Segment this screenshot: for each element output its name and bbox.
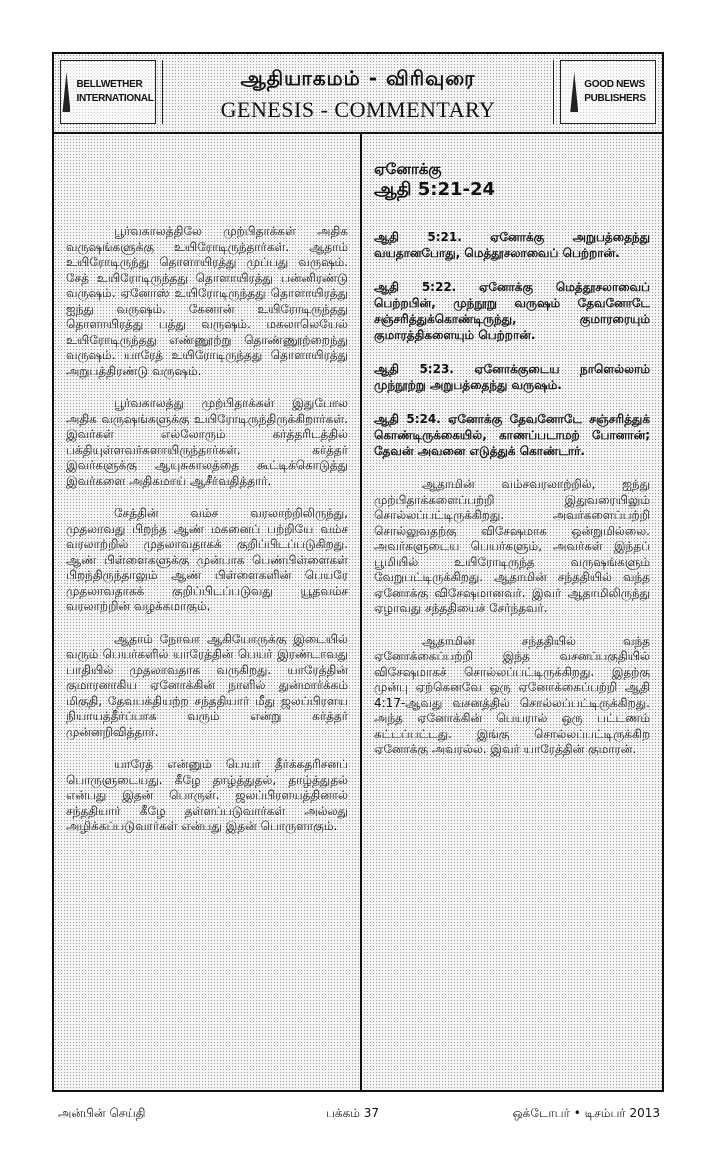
- right-paragraph: ஆதாமின் சந்ததியில் வந்த ஏனோக்கைப்பற்றி இந்த வசனப்பகுதியில் விசேஷமாகச் சொல்லப்பட்டிருக்கிறது. இதற்கு முன்பு ஏற்கெனவே ஒரு ஏனோக்கைப்பற்றி ஆதி 4:17-ஆவது வசனத்தில் சொல்லப்பட்டிருக்கிறது. அந்த ஏனோக்கின் பெயரால் ஒரு பட்டணம் கட்டப்பட்டது. இங்கு சொல்லப்பட்டிருக்கிற ஏனோக்கு அவரல்ல. இவர் யாரேத்தின் குமாரன்.: [374, 633, 650, 756]
- verse-text: ஆதி 5:21. ஏனோக்கு அறுபத்தைந்து வயதானபோது, மெத்தூசலாவைப் பெற்றான்.: [374, 230, 650, 260]
- bellwether-logo-icon: [62, 72, 70, 112]
- footer-issue-date: ஒக்டோபர் • டிசம்பர் 2013: [512, 1106, 660, 1120]
- left-paragraph: பூர்வகாலத்திலே முற்பிதாக்கள் அதிக வருஷங்களுக்கு உயிரோடிருந்தார்கள். ஆதாம் உயிரோடிருந்து தொளாயிரத்து முப்பது வருஷம். சேத் உயிரோடிருந்தது தொளாயிரத்து பன்னிரண்டு வருஷம். ஏனோஸ் உயிரோடிருந்தது தொளாயிரத்து ஐந்து வருஷம். கேனான் உயிரோடிருந்தது தொளாயிரத்து பத்து வருஷம். மகலாலெயேல் உயிரோடிருந்தது எண்ணூற்று தொண்ணூற்றைந்து வருஷம். யாரேத் உயிரோடிருந்தது தொளாயிரத்து அறுபத்திரண்டு வருஷம்.: [66, 224, 348, 378]
- header: [54, 54, 662, 134]
- page-frame: [52, 52, 664, 1092]
- left-paragraph: பூர்வகாலத்து முற்பிதாக்கள் இதுபோல அதிக வருஷங்களுக்கு உயிரோடிருந்திருக்கிறார்கள். இவர்கள் எல்லோரும் கர்த்தரிடத்தில் பக்தியுள்ளவர்களாயிருந்தார்கள். கர்த்தர் இவர்களுக்கு ஆயுசுகாலத்தை கூட்டிக்கொடுத்து இவர்களை அதிகமாய் ஆசீர்வதித்தார்.: [66, 396, 348, 488]
- right-paragraph: ஆதாமின் வம்சவரலாற்றில், ஐந்து முற்பிதாக்களைப்பற்றி இதுவரையிலும் சொல்லப்பட்டிருக்கிறது. அவர்களைப்பற்றி சொல்லுவதற்கு விசேஷமாக ஒன்றுமில்லை. அவர்களுடைய பெயர்களும், அவர்கள் இந்தப் பூமியில் உயிரோடிருந்த வருஷங்களும் வேறுபட்டிருக்கிறது. ஆதாமின் சந்ததியில் வந்த ஏனோக்கு விசேஷமானவர். இவர் ஆதாமிலிருந்து ஏழாவது சந்ததியைச் சேர்ந்தவர்.: [374, 477, 650, 615]
- title-tamil: ஆதியாகமம் - விரிவுரை: [240, 66, 476, 90]
- section-reference: ஆதி 5:21-24: [374, 179, 496, 200]
- footer-page-number: பக்கம் 37: [326, 1106, 380, 1120]
- left-paragraph: சேத்தின் வம்ச வரலாற்றிலிருந்து, முதலாவது பிறந்த ஆண் மகனைப் பற்றியே வம்ச வரலாற்றில் முதலாவதாகக் குறிப்பிடப்படுகிறது. ஆண் பிள்ளைகளுக்கு முன்பாக பெண்பிள்ளைகள் பிறந்திருந்தாலும் ஆண் பிள்ளைகளின் பெயரே முதலாவதாகக் குறிப்பிடப்படுவது யூதவம்ச வரலாற்றின் வழக்கமாகும்.: [66, 506, 348, 613]
- good-news-logo-line1: GOOD NEWS: [584, 79, 645, 90]
- good-news-logo-text: [584, 78, 645, 106]
- left-column: [54, 132, 360, 1090]
- bellwether-logo-line1: BELLWETHER: [76, 79, 143, 90]
- verse-text: ஆதி 5:22. ஏனோக்கு மெத்தூசலாவைப் பெற்றபின், முந்நூறு வருஷம் தேவனோடே சஞ்சரித்துக்கொண்டிருந்து, குமாரரையும் குமாரத்திகளையும் பெற்றான்.: [374, 280, 650, 342]
- left-paragraph: ஆதாம் நோவா ஆகியோருக்கு இடையில் வரும் பெயர்களில் யாரேத்தின் பெயர் இரண்டாவது பாதியில் முதலாவதாக வருகிறது. யாரேத்தின் குமாரனாகிய ஏனோக்கின் நாளில் துன்மார்க்கம் மிகுதி, தேவபக்தியற்ற சந்ததியார் மீது ஜலப்பிரளய நியாயத்தீர்ப்பாக வரும் என்று கர்த்தர் முன்னறிவித்தார்.: [66, 631, 348, 739]
- footer: [58, 1106, 660, 1126]
- left-paragraph: யாரேத் என்னும் பெயர் தீர்க்கதரிசனப் பொருளுடையது. கீழே தாழ்த்துதல், தாழ்த்துதல் என்பது இதன் பொருள். ஜலப்பிரளயத்தினால் சந்ததியார் கீழே தள்ளப்படுவார்கள் அல்லது அழிக்கப்படுவார்கள் என்பது இதன் பொருளாகும்.: [66, 757, 348, 833]
- good-news-logo-icon: [570, 72, 578, 112]
- verse-text: ஆதி 5:23. ஏனோக்குடைய நாளெல்லாம் முந்நூற்று அறுபத்தைந்து வருஷம்.: [374, 362, 650, 392]
- bellwether-logo-line2: INTERNATIONAL: [76, 93, 154, 104]
- section-title: ஏனோக்கு: [374, 160, 442, 178]
- good-news-logo-line2: PUBLISHERS: [584, 93, 646, 104]
- footer-magazine-name: அன்பின் செய்தி: [58, 1106, 146, 1120]
- bellwether-logo-text: [76, 78, 153, 106]
- bellwether-logo: [60, 60, 156, 124]
- good-news-logo: [560, 60, 656, 124]
- verse-text: ஆதி 5:24. ஏனோக்கு தேவனோடே சஞ்சரித்துக் கொண்டிருக்கையில், காணப்படாமற் போனான்; தேவன் அவனை எடுத்துக் கொண்டார்.: [374, 412, 650, 458]
- title-box: [162, 60, 554, 124]
- title-english: GENESIS - COMMENTARY: [220, 97, 496, 122]
- right-column: [362, 132, 662, 1090]
